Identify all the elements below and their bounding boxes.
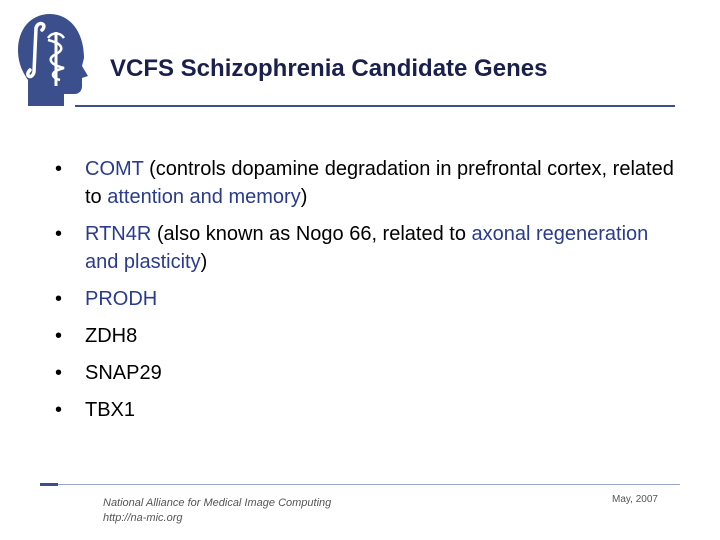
bullet-dot: •	[55, 158, 63, 180]
bullet-item	[55, 220, 685, 276]
bullet-item	[55, 396, 685, 424]
footer-credit	[103, 496, 331, 526]
bullet-text: (also known as Nogo 66, related to	[151, 223, 472, 245]
footer-divider	[40, 484, 680, 485]
footer-divider-accent	[40, 483, 58, 486]
title-divider	[75, 105, 675, 107]
bullet-dot: •	[55, 325, 63, 347]
bullet-text: ZDH8	[85, 325, 138, 347]
bullet-text: TBX1	[85, 399, 136, 421]
slide-title: VCFS Schizophrenia Candidate Genes	[110, 55, 548, 82]
highlighted-term: COMT	[85, 158, 144, 180]
bullet-item	[55, 322, 685, 350]
bullet-dot: •	[55, 399, 63, 421]
bullet-item	[55, 285, 685, 313]
bullet-text: )	[300, 186, 308, 208]
bullet-text: )	[200, 251, 208, 273]
bullet-list	[55, 155, 685, 433]
footer-org: National Alliance for Medical Image Computing	[103, 497, 332, 509]
highlighted-term: RTN4R	[85, 223, 152, 245]
bullet-item	[55, 359, 685, 387]
highlighted-term: axonal regeneration and plasticity	[85, 223, 649, 273]
bullet-item	[55, 155, 685, 211]
bullet-dot: •	[55, 362, 63, 384]
footer-url: http://na-mic.org	[103, 512, 183, 524]
bullet-dot: •	[55, 288, 63, 310]
bullet-text: (controls dopamine degradation in prefrontal cortex, related to	[85, 158, 674, 208]
bullet-text: SNAP29	[85, 362, 162, 384]
bullet-dot: •	[55, 223, 63, 245]
footer-date: May, 2007	[612, 494, 658, 505]
highlighted-term: PRODH	[85, 288, 158, 310]
head-profile-caduceus-icon	[12, 10, 92, 110]
highlighted-term: attention and memory	[107, 186, 301, 208]
